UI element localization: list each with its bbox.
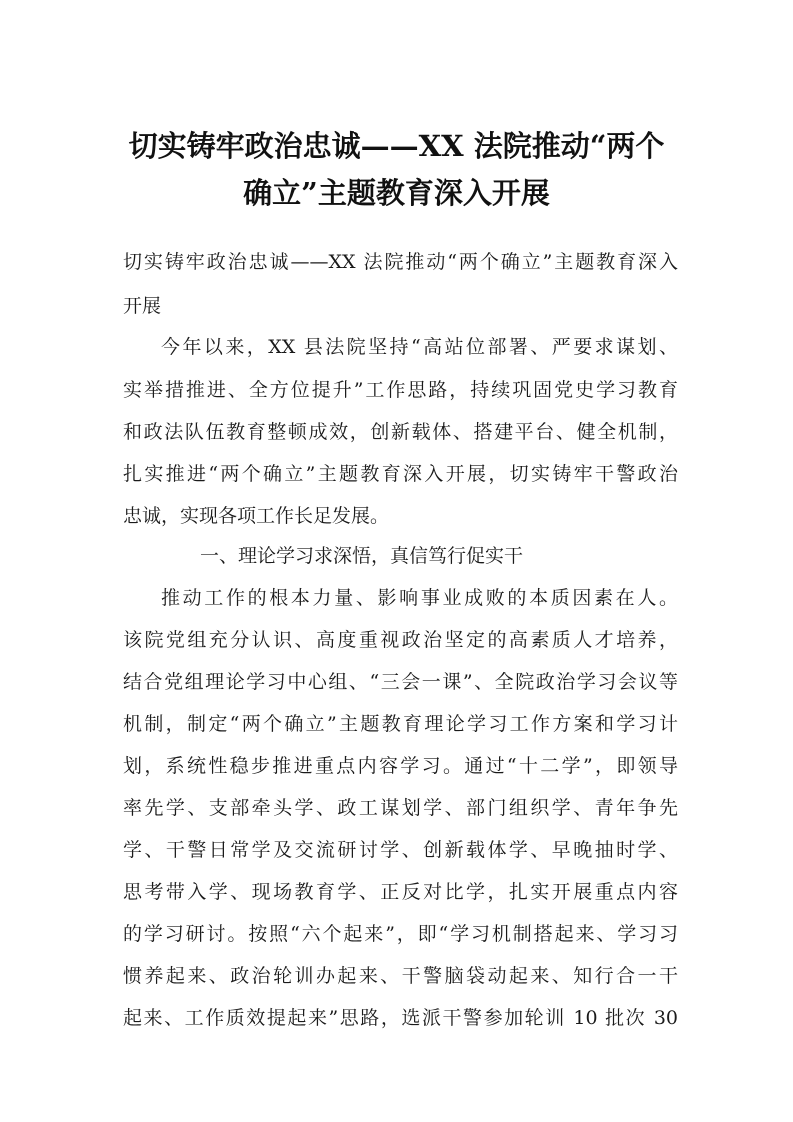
paragraph-2-line-8: 思考带入学、现场教育学、正反对比学，扎实开展重点内容 <box>123 881 678 903</box>
paragraph-2-line-7: 学、干警日常学及交流研讨学、创新载体学、早晚抽时学、 <box>123 839 678 861</box>
paragraph-2-line-9: 的学习研讨。按照“六个起来”，即“学习机制搭起来、学习习 <box>123 923 678 945</box>
paragraph-2-line-3: 结合党组理论学习中心组、“三会一课”、全院政治学习会议等 <box>123 671 678 693</box>
subtitle-line-2: 开展 <box>123 295 162 317</box>
subtitle-line-1: 切实铸牢政治忠诚——XX 法院推动“两个确立”主题教育深入 <box>123 251 678 273</box>
section-1-heading: 一、理论学习求深悟，真信笃行促实干 <box>200 545 524 567</box>
paragraph-2-line-1: 推动工作的根本力量、影响事业成败的本质因素在人。 <box>161 587 678 609</box>
paragraph-2-line-10: 惯养起来、政治轮训办起来、干警脑袋动起来、知行合一干 <box>123 965 678 987</box>
paragraph-2-line-2: 该院党组充分认识、高度重视政治坚定的高素质人才培养， <box>123 629 678 651</box>
paragraph-2-line-6: 率先学、支部牵头学、政工谋划学、部门组织学、青年争先 <box>123 797 678 819</box>
paragraph-2-line-11: 起来、工作质效提起来”思路，选派干警参加轮训 10 批次 30 <box>123 1007 678 1029</box>
paragraph-1-line-1: 今年以来，XX 县法院坚持“高站位部署、严要求谋划、 <box>161 336 678 358</box>
paragraph-1-line-3: 和政法队伍教育整顿成效，创新载体、搭建平台、健全机制， <box>123 421 678 443</box>
paragraph-2-line-5: 划，系统性稳步推进重点内容学习。通过“十二学”，即领导 <box>123 755 678 777</box>
paragraph-1-line-4: 扎实推进“两个确立”主题教育深入开展，切实铸牢干警政治 <box>123 463 678 485</box>
paragraph-2-line-4: 机制，制定“两个确立”主题教育理论学习工作方案和学习计 <box>123 713 678 735</box>
paragraph-1-line-5: 忠诚，实现各项工作长足发展。 <box>123 505 390 527</box>
document-title-line-1: 切实铸牢政治忠诚——XX 法院推动“两个 <box>128 129 665 163</box>
paragraph-1-line-2: 实举措推进、全方位提升”工作思路，持续巩固党史学习教育 <box>123 379 678 401</box>
document-title-line-2: 确立”主题教育深入开展 <box>243 176 550 210</box>
